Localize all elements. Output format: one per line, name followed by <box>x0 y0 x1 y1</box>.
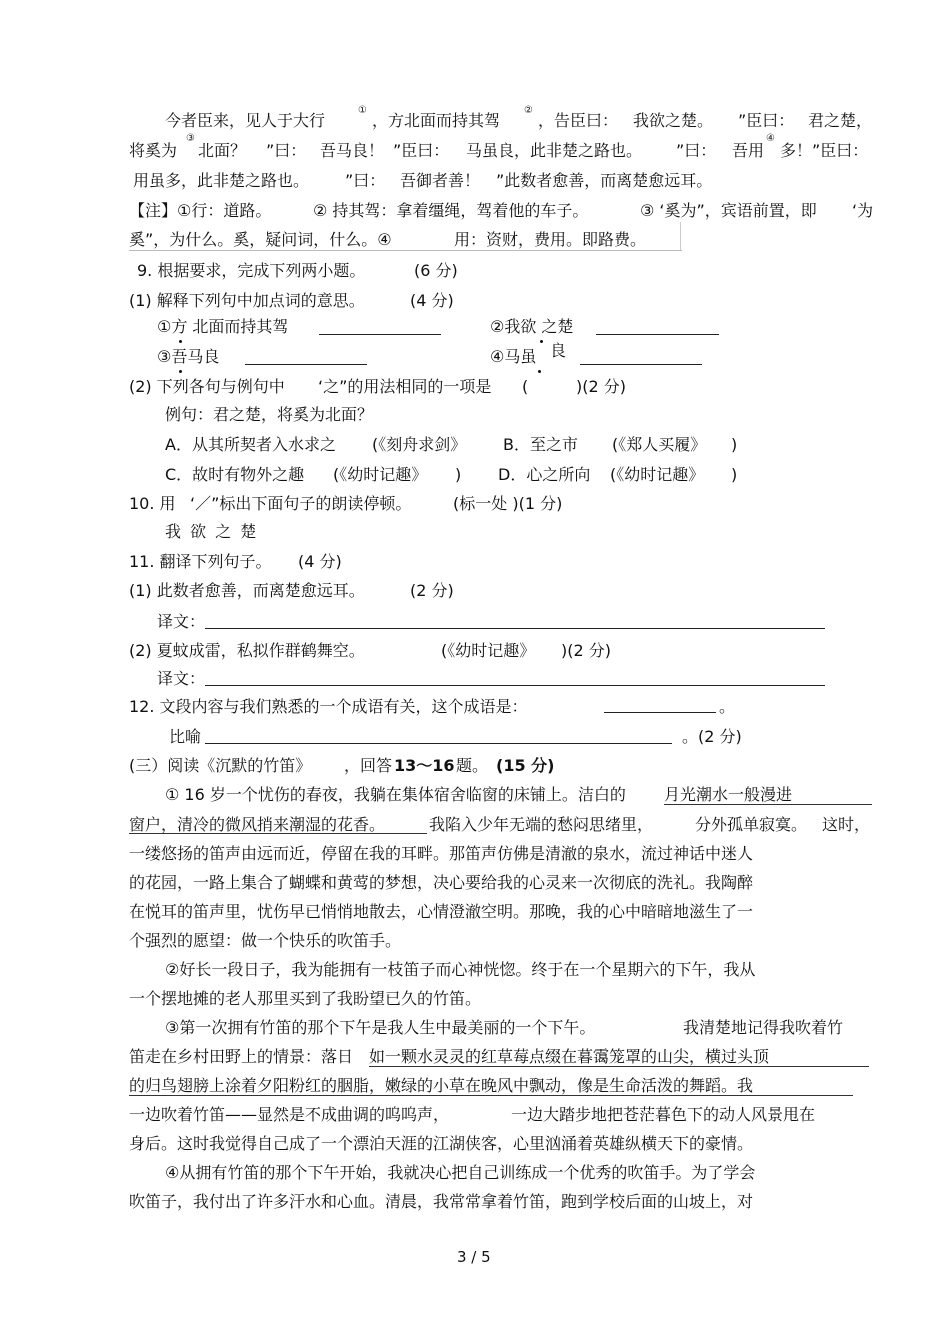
section3-b: ，回答 <box>344 756 393 775</box>
note-mark-4: ④ <box>766 133 775 144</box>
q9-option-d: D．心之所向 <box>498 465 591 484</box>
emphasis-dot <box>179 370 182 373</box>
q9-option-b-source: (《郑人买履》 <box>612 435 707 454</box>
meaning-blank[interactable] <box>205 743 672 744</box>
story-p3-2a: 笛走在乡村田野上的情景：落日 <box>129 1047 354 1066</box>
story-p1-5: 在悦耳的笛声里，忧伤早已悄悄地散去，心情澄澈空明。那晚，我的心中暗暗地滋生了一 <box>129 902 754 921</box>
q11-translation-label-1: 译文： <box>157 612 206 631</box>
q9-part1: (1) 解释下列句中加点词的意思。 <box>129 291 365 310</box>
passage-line-2a: 将奚为 <box>129 141 178 160</box>
q9-title: 9. 根据要求，完成下列两小题。 <box>137 261 366 280</box>
passage-line-2c: ”曰： <box>266 141 307 160</box>
q11-part1: (1) 此数者愈善，而离楚愈远耳。 <box>129 581 365 600</box>
answer-blank-1[interactable] <box>319 334 441 335</box>
story-p2-1: ②好长一段日子，我为能拥有一枝笛子而心神恍惚。终于在一个星期六的下午，我从 <box>165 960 756 979</box>
story-p4-1: ④从拥有竹笛的那个下午开始，我就决心把自己训练成一个优秀的吹笛手。为了学会 <box>165 1163 756 1182</box>
note-line-1a: 【注】①行：道路。 <box>129 201 272 220</box>
page-number: 3 / 5 <box>457 1248 491 1266</box>
q12-period: 。 <box>719 697 736 716</box>
passage-line-2f: 马虽良，此非楚之路也。 <box>466 141 643 160</box>
q9-option-c: C．故时有物外之趣 <box>165 465 305 484</box>
passage-line-2j: ”臣曰： <box>812 141 869 160</box>
passage-line-2b: 北面？ <box>198 141 247 160</box>
q9-item-1: ①方 北面而持其驾 <box>157 317 289 336</box>
passage-line-3a: 用虽多，此非楚之路也。 <box>133 171 310 190</box>
passage-line-2d: 吾马良！ <box>320 141 385 160</box>
q9-part2: (2) 下列各句与例句中 <box>129 377 285 396</box>
story-p1-2a: 窗户，清冷的微风捎来潮湿的花香。 <box>129 815 386 834</box>
q9-option-c-source: (《幼时记趣》 <box>333 465 428 484</box>
note-box-edge <box>680 222 681 250</box>
section3-a: (三）阅读《沉默的竹笛》 <box>129 756 312 775</box>
story-p3-5: 身后。这时我觉得自己成了一个漂泊天涯的江湖侠客，心里汹涌着英雄纵横天下的豪情。 <box>129 1134 754 1153</box>
q11-part1-score: (2 分) <box>410 581 454 600</box>
underline <box>664 804 872 805</box>
passage-line-2i: 多！ <box>780 141 813 160</box>
q10-sentence: 我 欲 之 楚 <box>165 522 259 541</box>
q9-option-c-end: ) <box>455 465 462 484</box>
q9-example: 例句：君之楚，将奚为北面？ <box>165 405 374 424</box>
q9-option-b: B．至之市 <box>503 435 578 454</box>
note-mark-1: ① <box>358 105 367 116</box>
story-p1-1a: ① 16 岁一个忧伤的春夜，我躺在集体宿舍临窗的床铺上。洁白的 <box>165 785 626 804</box>
q9-score: (6 分) <box>414 261 458 280</box>
passage-line-2h: 吾用 <box>732 141 765 160</box>
q9-part2-paren: ( <box>522 377 529 396</box>
idiom-blank[interactable] <box>604 712 716 713</box>
passage-line-3c: 吾御者善！ <box>400 171 481 190</box>
emphasis-dot <box>540 340 543 343</box>
story-p3-4a: 一边吹着竹笛——显然是不成曲调的呜呜声， <box>129 1105 450 1124</box>
q11-translation-label-2: 译文： <box>157 669 206 688</box>
passage-line-1f: 君之楚， <box>808 111 873 130</box>
q11-part2: (2) 夏蚊成雷，私拟作群鹤舞空。 <box>129 641 365 660</box>
passage-line-2e: ”臣曰： <box>393 141 450 160</box>
q9-option-d-source: (《幼时记趣》 <box>610 465 705 484</box>
story-p3-1b: 我清楚地记得我吹着竹 <box>683 1018 844 1037</box>
story-p1-2d: 这时， <box>822 815 871 834</box>
q9-item-4b: 良 <box>550 341 567 360</box>
q9-option-b-end: ) <box>731 435 738 454</box>
story-p4-2: 吹笛子，我付出了许多汗水和心血。清晨，我常常拿着竹笛，跑到学校后面的山坡上，对 <box>129 1192 754 1211</box>
emphasis-dot <box>179 340 182 343</box>
story-p1-2c: 分外孤单寂寞。 <box>695 815 808 834</box>
section3-d: 题。 <box>456 756 489 775</box>
story-p3-4b: 一边大踏步地把苍茫暮色下的动人风景甩在 <box>511 1105 816 1124</box>
q10-title: 10. 用 <box>129 494 176 513</box>
q12-title: 12. 文段内容与我们熟悉的一个成语有关，这个成语是： <box>129 697 528 716</box>
story-p2-2: 一个摆地摊的老人那里买到了我盼望已久的竹笛。 <box>129 989 482 1008</box>
q10-title-2: ‘／”标出下面句子的朗读停顿。 <box>190 494 412 513</box>
q9-option-a-source: (《刻舟求剑》 <box>372 435 467 454</box>
story-p1-4: 的花园，一路上集合了蝴蝶和黄莺的梦想，决心要给我的心灵来一次彻底的洗礼。我陶醉 <box>129 873 754 892</box>
story-p1-3: 一缕悠扬的笛声由远而近，停留在我的耳畔。那笛声仿佛是清澈的泉水，流过神话中迷人 <box>129 844 754 863</box>
q9-item-4: ④马虽 <box>490 347 537 366</box>
passage-line-1e: ”臣曰： <box>738 111 795 130</box>
q9-part1-score: (4 分) <box>410 291 454 310</box>
note-line-2a: 奚”，为什么。奚，疑问词，什么。④ <box>129 230 392 249</box>
q11-score: (4 分) <box>298 552 342 571</box>
story-p3-2b: 如一颗水灵灵的红草莓点缀在暮霭笼罩的山尖，横过头顶 <box>369 1047 770 1066</box>
note-mark-3: ③ <box>186 133 195 144</box>
note-line-1d: ‘为 <box>852 201 874 220</box>
translation-blank-2[interactable] <box>205 685 825 686</box>
translation-blank-1[interactable] <box>205 628 825 629</box>
q9-item-3: ③吾马良 <box>157 347 220 366</box>
story-p1-6: 个强烈的愿望：做一个快乐的吹笛手。 <box>129 931 402 950</box>
underline <box>369 1066 869 1067</box>
emphasis-dot <box>538 370 541 373</box>
note-line-2b: 用：资财，费用。即路费。 <box>454 230 647 249</box>
story-p3-3: 的归鸟翅膀上涂着夕阳粉红的胭脂，嫩绿的小草在晚风中飘动，像是生命活泼的舞蹈。我 <box>129 1076 754 1095</box>
passage-line-1a: 今者臣来，见人于大行 <box>165 111 326 130</box>
underline <box>129 1095 853 1096</box>
story-p1-1b: 月光潮水一般漫进 <box>664 785 793 804</box>
section3-e: (15 分) <box>496 756 555 775</box>
note-line-1c: ③ ‘奚为”，宾语前置，即 <box>640 201 817 220</box>
q12-tail: 。(2 分) <box>682 727 742 746</box>
q10-note: (标一处 )(1 分) <box>453 494 563 513</box>
answer-blank-3[interactable] <box>245 364 367 365</box>
passage-line-1d: 我欲之楚。 <box>633 111 714 130</box>
q11-part2-source: (《幼时记趣》 <box>441 641 536 660</box>
underline <box>129 833 427 834</box>
q12-label: 比喻 <box>169 727 202 746</box>
q9-part2-score: )(2 分) <box>576 377 626 396</box>
answer-blank-2[interactable] <box>596 334 719 335</box>
passage-line-3d: ”此数者愈善，而离楚愈远耳。 <box>496 171 713 190</box>
q11-part2-score: )(2 分) <box>561 641 611 660</box>
passage-line-1b: ，方北面而持其驾 <box>372 111 501 130</box>
note-line-1b: ② 持其驾：拿着缰绳，驾着他的车子。 <box>313 201 589 220</box>
story-p3-1a: ③第一次拥有竹笛的那个下午是我人生中最美丽的一个下午。 <box>165 1018 596 1037</box>
section3-c: 13～16 <box>394 756 455 775</box>
q11-title: 11. 翻译下列句子。 <box>129 552 272 571</box>
q9-part2b: ‘之”的用法相同的一项是 <box>318 377 492 396</box>
q9-option-a: A．从其所契者入水求之 <box>165 435 336 454</box>
story-p1-2b: 我陷入少年无端的愁闷思绪里， <box>429 815 654 834</box>
answer-blank-4[interactable] <box>580 364 702 365</box>
note-mark-2: ② <box>524 105 533 116</box>
passage-line-3b: ”曰： <box>345 171 386 190</box>
q9-item-2: ②我欲 之楚 <box>490 317 574 336</box>
passage-line-1c: ，告臣曰： <box>538 111 619 130</box>
q9-option-d-end: ) <box>731 465 738 484</box>
passage-line-2g: ”曰： <box>676 141 717 160</box>
